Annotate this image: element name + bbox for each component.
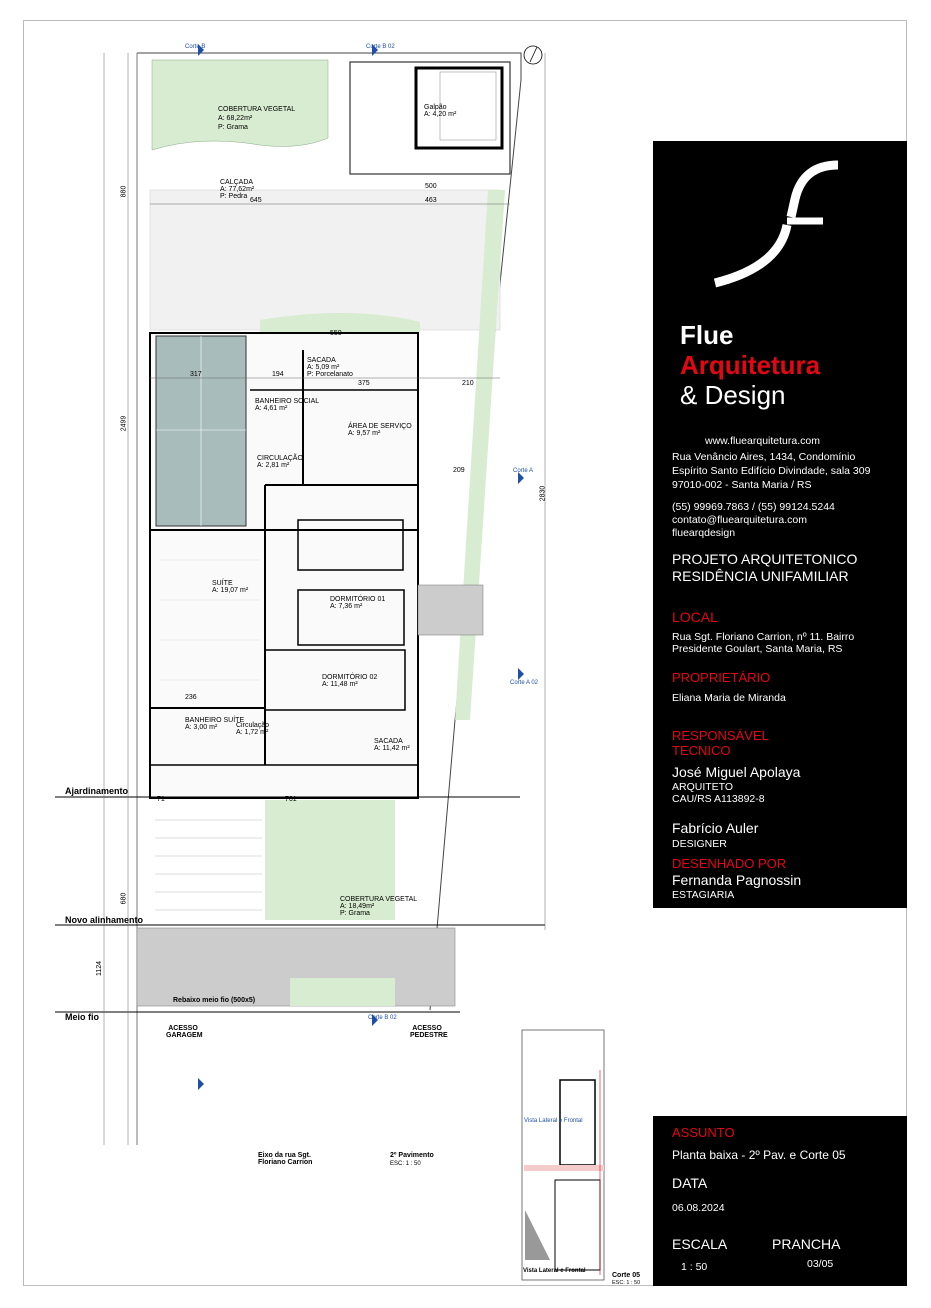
room-area: A: 3,00 m² (185, 724, 218, 731)
section-cut-marker: Corte B 02 (366, 44, 395, 50)
dimension-label: 500 (425, 183, 437, 190)
firm-tagline: & Design (680, 380, 786, 410)
room-area: A: 4,20 m² (424, 111, 457, 118)
scale-value: 1 : 50 (681, 1261, 708, 1273)
room-area: A: 19,07 m² (212, 587, 249, 594)
room-area: A: 18,49m² (340, 903, 375, 910)
room-label: SACADA (374, 738, 403, 745)
level-label: Novo alinhamento (65, 915, 144, 925)
room-label: DORMITÓRIO 01 (330, 596, 386, 603)
level-label: Ajardinamento (65, 786, 129, 796)
sheet-value: 03/05 (807, 1258, 834, 1270)
sheet-info-block (653, 1116, 907, 1286)
dimension-label: 680 (120, 892, 128, 905)
owner-label: PROPRIETÁRIO (672, 670, 771, 685)
address-line: Espírito Santo Edifício Divindade, sala 309 (672, 465, 871, 477)
sheet-label: PRANCHA (772, 1236, 841, 1252)
firm-subname: Arquitetura (680, 350, 821, 380)
drawn-by-label: DESENHADO POR (672, 856, 787, 871)
local-label: LOCAL (672, 609, 718, 625)
address-line: Rua Venâncio Aires, 1434, Condomínio (672, 451, 856, 463)
dimension-label: 210 (462, 380, 474, 387)
room-label: BANHEIRO SUÍTE (185, 717, 245, 724)
technical-role: ARQUITETO (672, 781, 734, 793)
room-area: A: 1,72 m² (236, 729, 269, 736)
designer-name: Fabrício Auler (672, 820, 759, 836)
room-label: DORMITÓRIO 02 (322, 674, 378, 681)
room-label: Galpão (424, 104, 447, 111)
room-finish: P: Grama (340, 910, 370, 917)
subject-value: Planta baixa - 2º Pav. e Corte 05 (672, 1148, 846, 1162)
website-link[interactable]: www.fluearquitetura.com (705, 435, 820, 447)
phone-numbers: (55) 99969.7863 / (55) 99124.5244 (672, 501, 835, 513)
dimension-label: 71 (157, 796, 165, 803)
room-finish: P: Pedra (220, 193, 248, 200)
plan-title: 2º Pavimento (390, 1152, 434, 1159)
date-label: DATA (672, 1175, 708, 1191)
local-line: Rua Sgt. Floriano Carrion, nº 11. Bairro (672, 631, 855, 643)
dimension-label: 236 (185, 694, 197, 701)
access-label: ACESSO PEDESTRE (410, 1025, 448, 1039)
dimension-label: 463 (425, 197, 437, 204)
room-label: BANHEIRO SOCIAL (255, 398, 320, 405)
dimension-label: 2830 (539, 485, 547, 502)
social-handle: fluearqdesign (672, 527, 736, 539)
scale-label: ESCALA (672, 1236, 728, 1252)
dimension-label: 2499 (120, 415, 128, 432)
local-line: Presidente Goulart, Santa Maria, RS (672, 643, 843, 655)
room-label: CIRCULAÇÃO (257, 455, 303, 462)
dimension-label: 1124 (96, 960, 104, 977)
room-finish: P: Grama (218, 124, 248, 131)
dimension-label: 375 (358, 380, 370, 387)
project-subtitle: RESIDÊNCIA UNIFAMILIAR (672, 568, 849, 584)
section-cut-marker: Corte A (513, 468, 534, 474)
technical-label: TECNICO (672, 743, 731, 758)
dimension-label: 761 (285, 796, 297, 803)
street-label: Eixo da rua Sgt. Floriano Carrion (258, 1152, 313, 1166)
technical-label: RESPONSÁVEL (672, 728, 769, 743)
owner-name: Eliana Maria de Miranda (672, 692, 786, 704)
access-label: ACESSO GARAGEM (166, 1025, 203, 1039)
date-value: 06.08.2024 (672, 1202, 725, 1214)
room-area: A: 11,48 m² (322, 681, 358, 688)
dimension-label: 194 (272, 371, 284, 378)
curb-label: Rebaixo meio fio (500x5) (173, 997, 256, 1004)
section-view-label: Vista Lateral e Frontal (524, 1118, 583, 1124)
email-link[interactable]: contato@fluearquitetura.com (672, 514, 807, 526)
section-cut-marker: Corte A 02 (510, 680, 539, 686)
technical-registration: CAU/RS A113892-8 (672, 793, 765, 805)
room-area: A: 7,36 m² (330, 603, 363, 610)
section-view-label: Vista Lateral e Frontal (523, 1268, 586, 1274)
room-label: SACADA (307, 357, 336, 364)
room-area: A: 77,62m² (220, 186, 255, 193)
dimension-label: 550 (330, 330, 342, 337)
drawn-by-role: ESTAGIARIA (672, 889, 735, 901)
room-area: A: 68,22m² (218, 115, 253, 122)
room-label: COBERTURA VEGETAL (218, 106, 296, 113)
room-label: CALÇADA (220, 179, 254, 186)
dimension-label: 645 (250, 197, 262, 204)
section-cut-marker: Corte B 02 (368, 1015, 397, 1021)
drawn-by-name: Fernanda Pagnossin (672, 872, 802, 888)
dimension-label: 317 (190, 371, 202, 378)
subject-label: ASSUNTO (672, 1125, 735, 1140)
plan-scale: ESC: 1 : 50 (390, 1161, 421, 1167)
room-label: ÁREA DE SERVIÇO (348, 423, 412, 430)
project-title: PROJETO ARQUITETONICO (672, 551, 858, 567)
firm-name: Flue (680, 320, 734, 350)
room-label: COBERTURA VEGETAL (340, 896, 418, 903)
flue-logo-icon (713, 159, 843, 289)
room-area: A: 4,61 m² (255, 405, 288, 412)
room-area: A: 5,09 m² (307, 364, 340, 371)
room-area: A: 2,81 m² (257, 462, 290, 469)
dimension-label: 880 (120, 185, 128, 198)
room-label: SUÍTE (212, 580, 233, 587)
room-finish: P: Porcelanato (307, 371, 353, 378)
section-cut-marker: Corte B (185, 44, 206, 50)
section-scale: ESC: 1 : 50 (612, 1280, 641, 1286)
address-line: 97010-002 - Santa Maria / RS (672, 479, 812, 491)
section-title: Corte 05 (612, 1272, 641, 1279)
level-label: Meio fio (65, 1012, 99, 1022)
title-block (653, 141, 907, 908)
room-area: A: 11,42 m² (374, 745, 410, 752)
dimension-label: 209 (453, 467, 465, 474)
room-area: A: 9,57 m² (348, 430, 381, 437)
technical-name: José Miguel Apolaya (672, 764, 801, 780)
designer-role: DESIGNER (672, 838, 727, 850)
room-label: Circulação (236, 722, 270, 729)
